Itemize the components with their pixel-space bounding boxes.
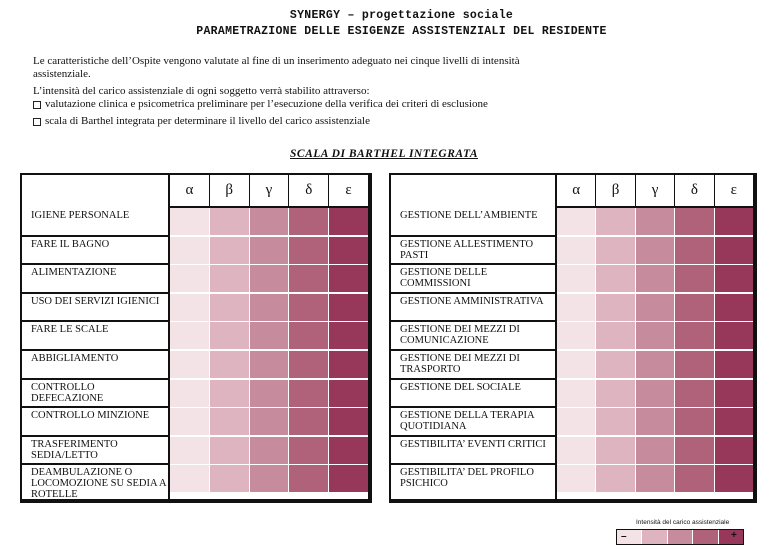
- level-cells-row: [557, 380, 753, 407]
- level-cell[interactable]: [715, 408, 753, 435]
- legend-plus: +: [731, 530, 737, 541]
- level-cell[interactable]: [210, 465, 250, 492]
- level-cell[interactable]: [636, 351, 675, 378]
- level-cells-row: [170, 237, 368, 264]
- row-divider: [22, 292, 168, 294]
- intro-paragraph-2: L’intensità del carico assistenziale di ogni soggetto verrà stabilito attraverso:: [33, 85, 370, 97]
- level-cell[interactable]: [289, 294, 329, 321]
- row-divider: [22, 406, 168, 408]
- activity-label: GESTIBILITA’ DEL PROFILO PSICHICO: [400, 467, 534, 490]
- level-cell[interactable]: [557, 437, 596, 464]
- row-divider: [391, 263, 555, 265]
- level-cells-row: [557, 208, 753, 235]
- level-cell[interactable]: [636, 237, 675, 264]
- level-cell[interactable]: [675, 294, 714, 321]
- level-cell[interactable]: [636, 465, 675, 492]
- activity-label: TRASFERIMENTO SEDIA/LETTO: [31, 438, 118, 461]
- level-cell[interactable]: [250, 208, 290, 235]
- level-cell[interactable]: [170, 408, 210, 435]
- level-cells-row: [170, 294, 368, 321]
- level-cell[interactable]: [329, 465, 368, 492]
- level-header-row: [557, 175, 753, 208]
- activity-label: GESTIONE DEL SOCIALE: [400, 381, 521, 393]
- level-cell[interactable]: [329, 237, 368, 264]
- row-divider: [22, 263, 168, 265]
- row-divider: [22, 378, 168, 380]
- level-cells-row: [170, 380, 368, 407]
- level-grid: [557, 175, 753, 499]
- level-cell[interactable]: [250, 237, 290, 264]
- level-cell[interactable]: [557, 380, 596, 407]
- row-divider: [391, 320, 555, 322]
- level-cells-row: [557, 465, 753, 492]
- bullet-item: [33, 98, 488, 111]
- level-cell[interactable]: [210, 208, 250, 235]
- level-cell[interactable]: [675, 437, 714, 464]
- row-divider: [391, 463, 555, 465]
- row-divider: [22, 349, 168, 351]
- level-cells-row: [557, 237, 753, 264]
- level-cell[interactable]: [289, 322, 329, 349]
- row-divider: [22, 235, 168, 237]
- level-cell[interactable]: [596, 351, 635, 378]
- activity-label: GESTIONE DEI MEZZI DI COMUNICAZIONE: [400, 324, 520, 347]
- level-cell[interactable]: [329, 265, 368, 292]
- checkbox-square-icon: [33, 101, 41, 109]
- level-cell[interactable]: [210, 380, 250, 407]
- row-divider: [391, 378, 555, 380]
- level-cell[interactable]: [170, 322, 210, 349]
- level-cell[interactable]: [675, 351, 714, 378]
- level-cell[interactable]: [329, 408, 368, 435]
- level-cell[interactable]: [636, 208, 675, 235]
- level-cell[interactable]: [170, 208, 210, 235]
- activity-label: USO DEI SERVIZI IGIENICI: [31, 295, 160, 307]
- level-cells-row: [170, 265, 368, 292]
- level-cell[interactable]: [596, 322, 635, 349]
- level-cell[interactable]: [329, 351, 368, 378]
- level-cell[interactable]: [557, 322, 596, 349]
- level-cell[interactable]: [329, 208, 368, 235]
- level-cell[interactable]: [596, 465, 635, 492]
- level-cell[interactable]: [250, 322, 290, 349]
- level-cell[interactable]: [210, 237, 250, 264]
- activity-label: IGIENE PERSONALE: [31, 210, 130, 221]
- level-cells-row: [557, 437, 753, 464]
- activity-label: DEAMBULAZIONE O LOCOMOZIONE SU SEDIA A ROTELLE: [31, 467, 167, 501]
- level-cell[interactable]: [557, 351, 596, 378]
- level-cell[interactable]: [250, 294, 290, 321]
- document-subtitle: PARAMETRAZIONE DELLE ESIGENZE ASSISTENZIALI DEL RESIDENTE: [196, 25, 607, 38]
- activity-label: ALIMENTAZIONE: [31, 267, 117, 279]
- level-grid: [170, 175, 368, 499]
- level-header-epsilon: ε: [345, 182, 352, 198]
- level-cell[interactable]: [715, 208, 753, 235]
- level-cell[interactable]: [636, 294, 675, 321]
- level-cell[interactable]: [636, 380, 675, 407]
- level-cell[interactable]: [715, 237, 753, 264]
- level-cells-row: [557, 408, 753, 435]
- level-cells-row: [557, 294, 753, 321]
- level-cell[interactable]: [557, 208, 596, 235]
- level-cell[interactable]: [715, 294, 753, 321]
- level-cell[interactable]: [210, 322, 250, 349]
- activity-label: FARE LE SCALE: [31, 324, 109, 336]
- level-cell[interactable]: [675, 408, 714, 435]
- level-cell[interactable]: [250, 380, 290, 407]
- level-cell[interactable]: [636, 408, 675, 435]
- level-header-beta: β: [596, 175, 635, 206]
- level-cell[interactable]: [675, 322, 714, 349]
- level-header-epsilon: ε: [730, 182, 737, 198]
- activity-label-column: [22, 175, 170, 499]
- activity-label: CONTROLLO MINZIONE: [31, 410, 150, 422]
- level-cell[interactable]: [596, 208, 635, 235]
- level-cell[interactable]: [250, 465, 290, 492]
- level-header-beta: β: [210, 175, 250, 206]
- level-header-delta: δ: [289, 175, 329, 206]
- bullet-item: [33, 115, 370, 128]
- level-cell[interactable]: [289, 237, 329, 264]
- level-cell[interactable]: [170, 437, 210, 464]
- level-cell[interactable]: [557, 237, 596, 264]
- level-header-gamma: γ: [636, 175, 675, 206]
- row-divider: [391, 406, 555, 408]
- level-cell[interactable]: [596, 380, 635, 407]
- level-cell[interactable]: [675, 380, 714, 407]
- level-cells-row: [170, 465, 368, 492]
- row-divider: [22, 463, 168, 465]
- level-cells-row: [170, 437, 368, 464]
- level-cell[interactable]: [675, 465, 714, 492]
- level-header-alpha: α: [557, 175, 596, 206]
- level-cells-row: [170, 351, 368, 378]
- level-cell[interactable]: [289, 408, 329, 435]
- level-cell[interactable]: [557, 465, 596, 492]
- legend-minus: –: [621, 531, 627, 542]
- level-cell[interactable]: [289, 437, 329, 464]
- legend-swatch: [693, 530, 718, 544]
- level-cell[interactable]: [596, 237, 635, 264]
- level-header-row: [170, 175, 368, 208]
- activity-label: GESTIONE DELLA TERAPIA QUOTIDIANA: [400, 410, 534, 433]
- level-cell[interactable]: [170, 237, 210, 264]
- row-divider: [391, 349, 555, 351]
- right-scale-table: [389, 173, 757, 503]
- level-cell[interactable]: [715, 322, 753, 349]
- level-cells-row: [557, 265, 753, 292]
- level-cell[interactable]: [289, 208, 329, 235]
- level-cell[interactable]: [329, 322, 368, 349]
- level-cell[interactable]: [715, 465, 753, 492]
- activity-label: GESTIONE ALLESTIMENTO PASTI: [400, 238, 534, 261]
- activity-label: GESTIONE DELLE COMMISSIONI: [400, 267, 488, 290]
- legend-swatch: [642, 530, 667, 544]
- row-divider: [391, 235, 555, 237]
- level-cell[interactable]: [715, 265, 753, 292]
- level-header-alpha: α: [170, 175, 210, 206]
- bullet-text: scala di Barthel integrata per determinare il livello del carico assistenziale: [45, 115, 370, 127]
- level-cell[interactable]: [289, 465, 329, 492]
- legend-title: Intensità del carico assistenziale: [636, 519, 730, 526]
- bullet-text: valutazione clinica e psicometrica preliminare per l’esecuzione della verifica dei criteri di esclusione: [45, 98, 488, 110]
- level-cell[interactable]: [636, 437, 675, 464]
- level-cell[interactable]: [250, 351, 290, 378]
- activity-label-column: [391, 175, 557, 499]
- level-cell[interactable]: [170, 351, 210, 378]
- level-header-gamma: γ: [250, 175, 290, 206]
- scale-title: SCALA DI BARTHEL INTEGRATA: [290, 148, 478, 160]
- left-scale-table: [20, 173, 372, 503]
- level-cell[interactable]: [210, 437, 250, 464]
- level-cells-row: [170, 208, 368, 235]
- level-cell[interactable]: [289, 380, 329, 407]
- level-cell[interactable]: [289, 265, 329, 292]
- level-cell[interactable]: [329, 380, 368, 407]
- level-cell[interactable]: [636, 322, 675, 349]
- level-cells-row: [557, 322, 753, 349]
- document-title: SYNERGY – progettazione sociale: [289, 9, 514, 22]
- level-cell[interactable]: [250, 408, 290, 435]
- activity-label: FARE IL BAGNO: [31, 238, 110, 250]
- level-cells-row: [557, 351, 753, 378]
- level-cell[interactable]: [596, 408, 635, 435]
- level-cells-row: [170, 322, 368, 349]
- level-cell[interactable]: [557, 408, 596, 435]
- activity-label: GESTIONE DELL’AMBIENTE: [400, 210, 538, 221]
- checkbox-square-icon: [33, 118, 41, 126]
- level-cell[interactable]: [170, 465, 210, 492]
- level-cells-row: [170, 408, 368, 435]
- level-cell[interactable]: [210, 265, 250, 292]
- level-cell[interactable]: [557, 265, 596, 292]
- row-divider: [22, 320, 168, 322]
- level-cell[interactable]: [170, 265, 210, 292]
- row-divider: [391, 292, 555, 294]
- level-header-delta: δ: [675, 175, 714, 206]
- level-cell[interactable]: [596, 265, 635, 292]
- level-cell[interactable]: [596, 437, 635, 464]
- level-cell[interactable]: [636, 265, 675, 292]
- level-cell[interactable]: [210, 351, 250, 378]
- intensity-legend: [616, 529, 744, 545]
- legend-swatch: [668, 530, 693, 544]
- level-cell[interactable]: [596, 294, 635, 321]
- level-cell[interactable]: [675, 265, 714, 292]
- level-cell[interactable]: [329, 437, 368, 464]
- activity-label: GESTIONE AMMINISTRATIVA: [400, 295, 544, 307]
- level-cell[interactable]: [170, 294, 210, 321]
- level-cell[interactable]: [250, 265, 290, 292]
- level-cell[interactable]: [329, 294, 368, 321]
- row-divider: [391, 435, 555, 437]
- level-cell[interactable]: [715, 351, 753, 378]
- level-cell[interactable]: [170, 380, 210, 407]
- level-cell[interactable]: [715, 380, 753, 407]
- level-cell[interactable]: [210, 294, 250, 321]
- level-cell[interactable]: [557, 294, 596, 321]
- activity-label: GESTIONE DEI MEZZI DI TRASPORTO: [400, 353, 520, 375]
- level-cell[interactable]: [675, 208, 714, 235]
- level-cell[interactable]: [250, 437, 290, 464]
- activity-label: CONTROLLO DEFECAZIONE: [31, 381, 104, 404]
- level-cell[interactable]: [675, 237, 714, 264]
- level-cell[interactable]: [715, 437, 753, 464]
- activity-label: GESTIBILITA’ EVENTI CRITICI: [400, 438, 546, 450]
- intro-paragraph-1: Le caratteristiche dell’Ospite vengono valutate al fine di un inserimento adeguato nei cinque livelli di intensità assistenziale.: [33, 55, 520, 80]
- level-cell[interactable]: [210, 408, 250, 435]
- row-divider: [22, 435, 168, 437]
- level-cell[interactable]: [289, 351, 329, 378]
- activity-label: ABBIGLIAMENTO: [31, 353, 119, 364]
